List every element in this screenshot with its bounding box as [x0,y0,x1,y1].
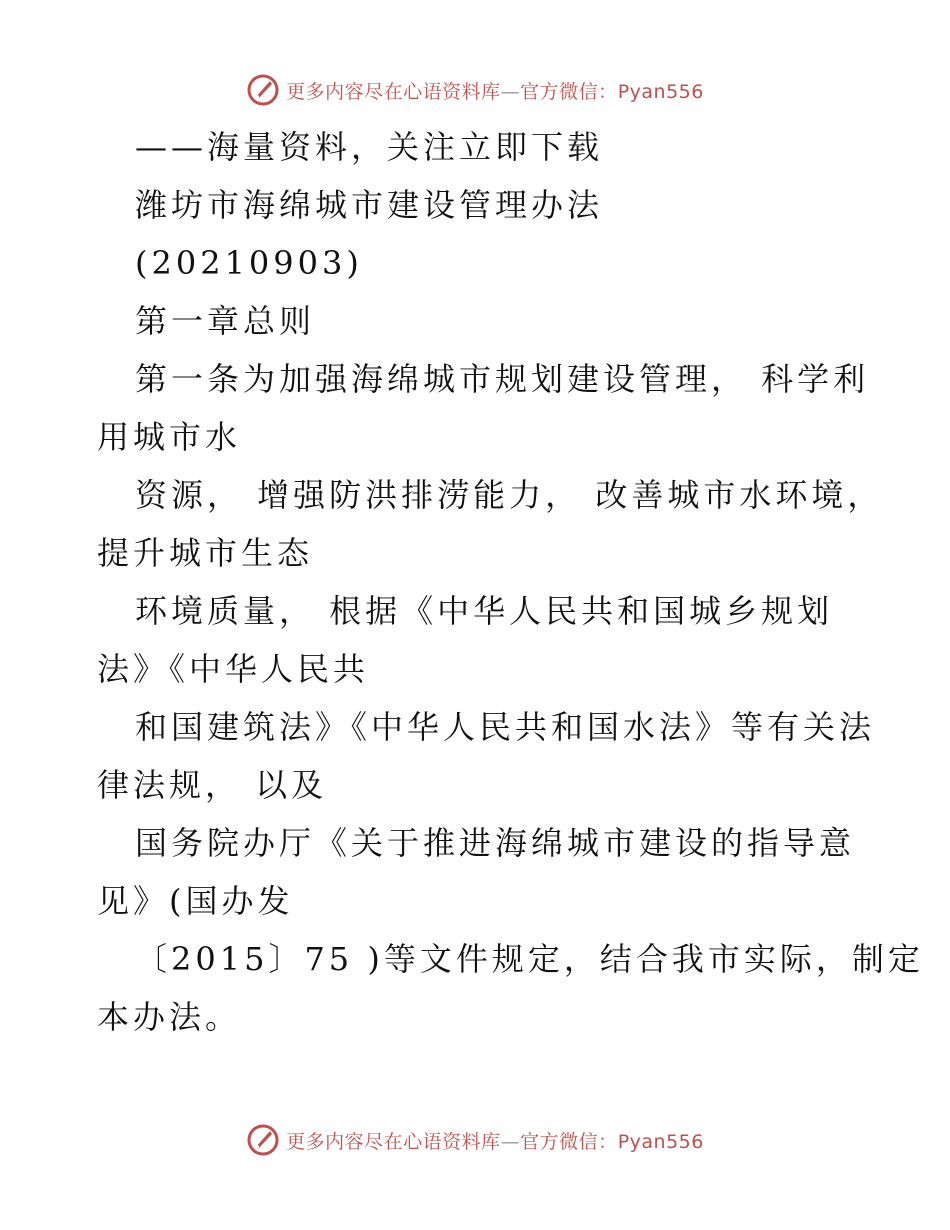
quill-logo-icon [246,73,280,107]
text-line: 用城市水 [97,418,242,456]
text-line: 第一章总则 [135,302,316,340]
watermark-main-text: 更多内容尽在心语资料库 [286,1130,501,1153]
watermark-text [286,1127,704,1154]
text-line: ——海量资料，关注立即下载 [135,128,604,166]
header-watermark-banner [0,70,950,110]
text-line: 环境质量， 根据《中华人民共和国城乡规划 [135,592,834,630]
footer-watermark-banner [0,1120,950,1160]
footer-watermark [246,1123,704,1157]
watermark-wechat-label: 官方微信： [520,1130,618,1153]
quill-logo-icon [246,1123,280,1157]
watermark-dash: — [500,80,521,103]
watermark-wechat-id: Pyan556 [617,80,704,103]
text-line: 〔2015〕75 )等文件规定，结合我市实际，制定 [135,940,924,978]
text-line: (20210903) [135,244,363,282]
watermark-wechat-id: Pyan556 [617,1130,704,1153]
text-line: 潍坊市海绵城市建设管理办法 [135,186,604,224]
text-line: 第一条为加强海绵城市规划建设管理， 科学利 [135,360,870,398]
watermark-main-text: 更多内容尽在心语资料库 [286,80,501,103]
watermark-wechat-label: 官方微信： [520,80,618,103]
document-body [97,118,924,1046]
text-line: 见》(国办发 [97,882,294,920]
text-line: 和国建筑法》《中华人民共和国水法》等有关法 [135,708,876,746]
text-line: 法》《中华人民共 [97,650,370,688]
watermark-text [286,77,704,104]
text-line: 提升城市生态 [97,534,314,572]
text-line: 资源， 增强防洪排涝能力， 改善城市水环境， [135,476,884,514]
text-line: 律法规， 以及 [97,766,328,804]
text-line: 国务院办厅《关于推进海绵城市建设的指导意 [135,824,856,862]
text-line: 本办法。 [97,998,242,1036]
watermark-dash: — [500,1130,521,1153]
header-watermark [246,73,704,107]
